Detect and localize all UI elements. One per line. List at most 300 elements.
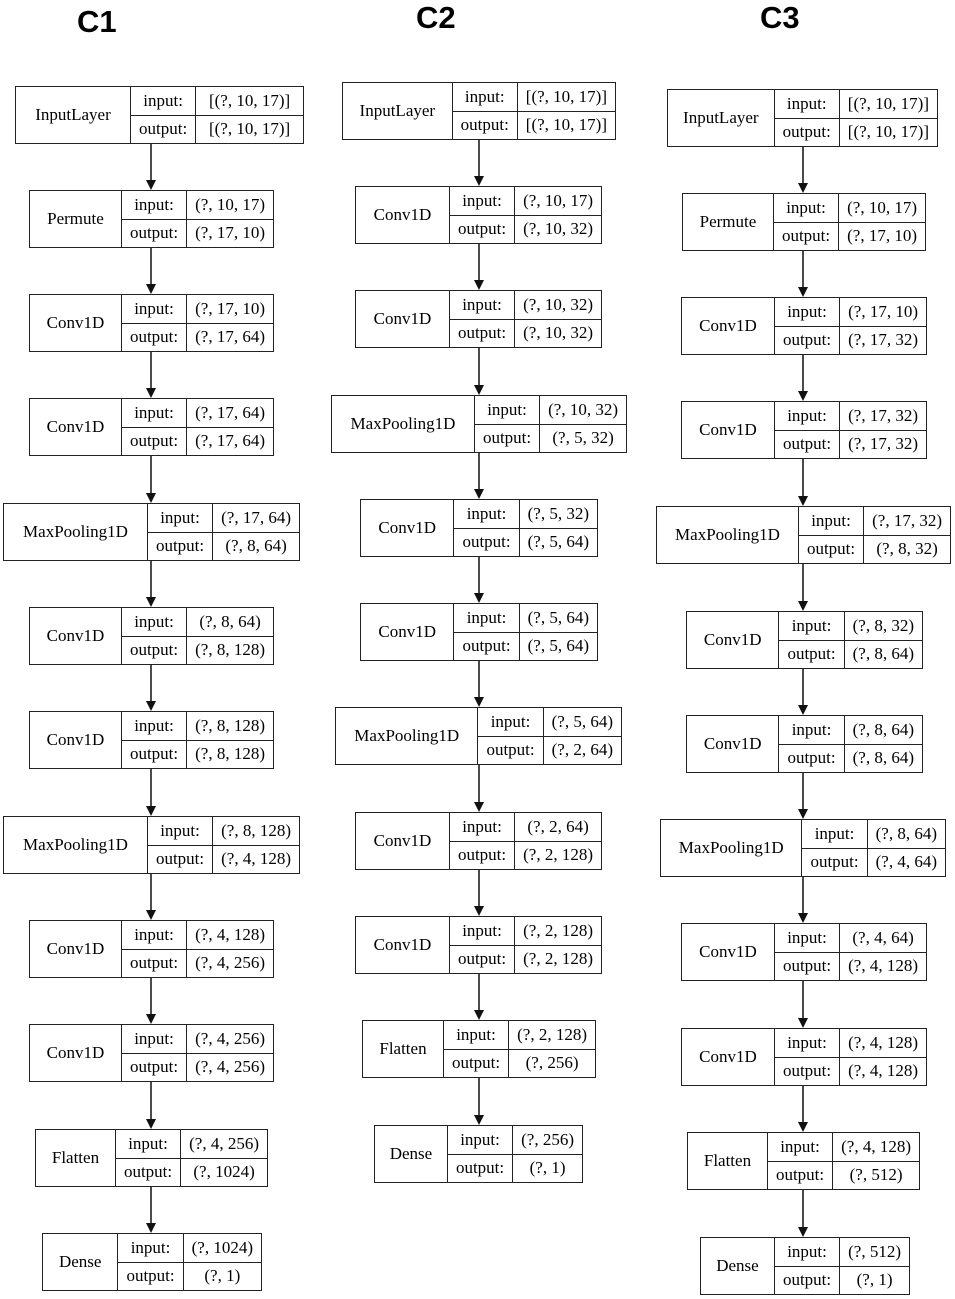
input-shape: (?, 17, 64) bbox=[213, 504, 299, 533]
arrow-head bbox=[474, 906, 484, 916]
io-shapes bbox=[187, 921, 273, 977]
layer-node-maxpooling1d bbox=[656, 506, 951, 564]
input-label: input: bbox=[450, 291, 514, 320]
layer-node-conv1d bbox=[29, 1024, 274, 1082]
layer-name: Conv1D bbox=[682, 402, 775, 458]
layer-node-dense bbox=[374, 1125, 583, 1183]
output-label: output: bbox=[129, 431, 179, 451]
layer-node-conv1d bbox=[681, 401, 927, 459]
io-labels bbox=[122, 921, 187, 977]
input-shape: (?, 8, 64) bbox=[868, 820, 945, 849]
arrow-head bbox=[474, 280, 484, 290]
io-labels bbox=[775, 1029, 840, 1085]
layer-node-inputlayer bbox=[667, 89, 938, 147]
layer-name: Conv1D bbox=[30, 712, 122, 768]
io-shapes bbox=[845, 612, 922, 668]
input-label: input: bbox=[122, 399, 186, 428]
output-label: output: bbox=[457, 845, 507, 865]
layer-name: InputLayer bbox=[668, 90, 775, 146]
layer-name: Conv1D bbox=[361, 500, 454, 556]
output-label: output: bbox=[460, 115, 509, 135]
input-label: input: bbox=[478, 708, 542, 737]
input-label: input: bbox=[775, 1238, 839, 1267]
arrow-head bbox=[474, 1115, 484, 1125]
arrow-head bbox=[146, 493, 156, 503]
layer-name: Permute bbox=[30, 191, 122, 247]
io-shapes bbox=[840, 90, 937, 146]
output-label: output: bbox=[457, 219, 507, 239]
output-shape: (?, 17, 32) bbox=[848, 330, 918, 350]
io-shapes bbox=[187, 191, 273, 247]
output-shape: (?, 17, 64) bbox=[195, 327, 265, 347]
input-shape: (?, 8, 32) bbox=[845, 612, 922, 641]
layer-node-conv1d bbox=[29, 920, 274, 978]
layer-node-conv1d bbox=[686, 611, 923, 669]
io-labels bbox=[444, 1021, 509, 1077]
layer-name: Conv1D bbox=[356, 187, 450, 243]
arrow-head bbox=[474, 1010, 484, 1020]
output-shape: (?, 8, 64) bbox=[225, 536, 287, 556]
input-shape: (?, 17, 64) bbox=[187, 399, 273, 428]
output-label: output: bbox=[129, 640, 179, 660]
arrow-head bbox=[474, 593, 484, 603]
io-shapes bbox=[520, 500, 597, 556]
layer-node-conv1d bbox=[681, 923, 927, 981]
input-label: input: bbox=[148, 817, 212, 846]
layer-name: Dense bbox=[701, 1238, 775, 1294]
layer-name: Conv1D bbox=[356, 917, 450, 973]
io-labels bbox=[475, 396, 540, 452]
output-label: output: bbox=[782, 122, 831, 142]
input-shape: (?, 2, 128) bbox=[509, 1021, 595, 1050]
input-shape: (?, 10, 17) bbox=[839, 194, 925, 223]
layer-node-conv1d bbox=[681, 1028, 927, 1086]
output-shape: (?, 10, 32) bbox=[523, 323, 593, 343]
output-label: output: bbox=[155, 536, 205, 556]
layer-node-maxpooling1d bbox=[3, 816, 300, 874]
output-label: output: bbox=[782, 434, 832, 454]
output-shape: (?, 4, 256) bbox=[195, 953, 265, 973]
io-labels bbox=[118, 1234, 183, 1290]
io-labels bbox=[122, 608, 187, 664]
output-shape: (?, 8, 32) bbox=[876, 539, 938, 559]
io-shapes bbox=[839, 194, 925, 250]
io-labels bbox=[122, 191, 187, 247]
output-shape: (?, 8, 64) bbox=[852, 644, 914, 664]
input-label: input: bbox=[450, 917, 514, 946]
input-shape: [(?, 10, 17)] bbox=[840, 90, 937, 119]
output-shape: (?, 8, 128) bbox=[195, 640, 265, 660]
output-shape: [(?, 10, 17)] bbox=[525, 115, 607, 135]
input-label: input: bbox=[779, 612, 843, 641]
input-label: input: bbox=[774, 194, 838, 223]
layer-name: Conv1D bbox=[30, 608, 122, 664]
arrow-head bbox=[146, 284, 156, 294]
layer-name: Dense bbox=[43, 1234, 118, 1290]
layer-node-inputlayer bbox=[342, 82, 616, 140]
input-label: input: bbox=[118, 1234, 182, 1263]
output-shape: [(?, 10, 17)] bbox=[847, 122, 929, 142]
output-shape: (?, 4, 64) bbox=[875, 852, 937, 872]
output-shape: (?, 512) bbox=[849, 1165, 903, 1185]
io-shapes bbox=[196, 87, 303, 143]
io-shapes bbox=[518, 83, 615, 139]
output-shape: (?, 10, 32) bbox=[523, 219, 593, 239]
io-labels bbox=[122, 399, 187, 455]
output-label: output: bbox=[782, 1270, 832, 1290]
io-labels bbox=[448, 1126, 513, 1182]
layer-name: MaxPooling1D bbox=[336, 708, 478, 764]
arrow-head bbox=[798, 1227, 808, 1237]
input-shape: (?, 4, 128) bbox=[833, 1133, 919, 1162]
input-shape: (?, 4, 128) bbox=[187, 921, 273, 950]
input-shape: (?, 8, 128) bbox=[187, 712, 273, 741]
output-shape: (?, 1024) bbox=[193, 1162, 255, 1182]
io-shapes bbox=[187, 295, 273, 351]
layer-node-conv1d bbox=[29, 711, 274, 769]
layer-name: Conv1D bbox=[682, 298, 775, 354]
layer-name: Conv1D bbox=[30, 921, 122, 977]
io-labels bbox=[131, 87, 196, 143]
input-label: input: bbox=[775, 1029, 839, 1058]
output-label: output: bbox=[486, 740, 535, 760]
layer-node-conv1d bbox=[355, 812, 602, 870]
input-label: input: bbox=[475, 396, 539, 425]
output-shape: (?, 8, 128) bbox=[195, 744, 265, 764]
io-labels bbox=[122, 295, 187, 351]
output-shape: (?, 2, 64) bbox=[551, 740, 613, 760]
input-shape: (?, 17, 10) bbox=[187, 295, 273, 324]
io-labels bbox=[774, 194, 839, 250]
output-shape: (?, 2, 128) bbox=[523, 949, 593, 969]
layer-node-maxpooling1d bbox=[335, 707, 622, 765]
output-label: output: bbox=[482, 428, 532, 448]
layer-name: MaxPooling1D bbox=[661, 820, 802, 876]
input-shape: (?, 256) bbox=[513, 1126, 582, 1155]
io-labels bbox=[450, 917, 515, 973]
io-labels bbox=[148, 817, 213, 873]
layer-name: MaxPooling1D bbox=[4, 817, 148, 873]
input-shape: (?, 1024) bbox=[184, 1234, 261, 1263]
output-shape: (?, 8, 64) bbox=[852, 748, 914, 768]
io-labels bbox=[122, 712, 187, 768]
io-labels bbox=[768, 1133, 833, 1189]
layer-node-maxpooling1d bbox=[3, 503, 300, 561]
input-shape: (?, 4, 64) bbox=[840, 924, 926, 953]
arrow-head bbox=[146, 1223, 156, 1233]
layer-node-permute bbox=[29, 190, 274, 248]
io-labels bbox=[450, 187, 515, 243]
input-shape: (?, 2, 64) bbox=[515, 813, 601, 842]
layer-name: Conv1D bbox=[687, 716, 779, 772]
input-shape: (?, 2, 128) bbox=[515, 917, 601, 946]
io-labels bbox=[775, 90, 840, 146]
io-labels bbox=[779, 612, 844, 668]
layer-name: Flatten bbox=[363, 1021, 444, 1077]
layer-node-conv1d bbox=[360, 603, 598, 661]
input-label: input: bbox=[122, 608, 186, 637]
input-label: input: bbox=[122, 712, 186, 741]
output-shape: (?, 17, 64) bbox=[195, 431, 265, 451]
io-labels bbox=[802, 820, 867, 876]
column-title-c2: C2 bbox=[416, 0, 456, 35]
layer-name: InputLayer bbox=[343, 83, 453, 139]
input-label: input: bbox=[131, 87, 195, 116]
layer-name: MaxPooling1D bbox=[332, 396, 475, 452]
layer-node-flatten bbox=[362, 1020, 596, 1078]
arrow-head bbox=[798, 391, 808, 401]
layer-node-conv1d bbox=[360, 499, 598, 557]
layer-node-permute bbox=[682, 193, 926, 251]
output-shape: (?, 5, 32) bbox=[552, 428, 614, 448]
layer-name: MaxPooling1D bbox=[657, 507, 799, 563]
input-label: input: bbox=[450, 187, 514, 216]
arrow-head bbox=[798, 601, 808, 611]
arrow-head bbox=[146, 701, 156, 711]
output-label: output: bbox=[810, 852, 859, 872]
output-label: output: bbox=[787, 748, 836, 768]
layer-name: Conv1D bbox=[687, 612, 779, 668]
io-labels bbox=[779, 716, 844, 772]
layer-node-flatten bbox=[35, 1129, 268, 1187]
layer-name: Conv1D bbox=[361, 604, 454, 660]
arrow-head bbox=[474, 385, 484, 395]
io-labels bbox=[450, 813, 515, 869]
layer-name: Conv1D bbox=[30, 399, 122, 455]
output-shape: (?, 4, 128) bbox=[848, 1061, 918, 1081]
io-shapes bbox=[544, 708, 621, 764]
output-shape: (?, 1) bbox=[856, 1270, 893, 1290]
layer-name: Conv1D bbox=[30, 295, 122, 351]
input-shape: [(?, 10, 17)] bbox=[196, 87, 303, 116]
io-shapes bbox=[515, 813, 601, 869]
layer-node-conv1d bbox=[686, 715, 923, 773]
input-shape: (?, 5, 64) bbox=[520, 604, 597, 633]
output-label: output: bbox=[126, 1266, 175, 1286]
io-labels bbox=[450, 291, 515, 347]
input-shape: (?, 4, 256) bbox=[181, 1130, 267, 1159]
layer-name: Flatten bbox=[36, 1130, 116, 1186]
io-shapes bbox=[213, 504, 299, 560]
io-shapes bbox=[840, 402, 926, 458]
input-label: input: bbox=[454, 500, 518, 529]
output-shape: (?, 4, 128) bbox=[221, 849, 291, 869]
io-labels bbox=[122, 1025, 187, 1081]
io-labels bbox=[775, 1238, 840, 1294]
output-shape: (?, 4, 128) bbox=[848, 956, 918, 976]
input-label: input: bbox=[775, 298, 839, 327]
output-label: output: bbox=[129, 1057, 179, 1077]
layer-node-maxpooling1d bbox=[331, 395, 627, 453]
io-labels bbox=[775, 402, 840, 458]
arrow-head bbox=[146, 388, 156, 398]
output-label: output: bbox=[782, 956, 832, 976]
output-shape: (?, 17, 10) bbox=[847, 226, 917, 246]
io-labels bbox=[799, 507, 864, 563]
arrow-head bbox=[798, 809, 808, 819]
column-title-c1: C1 bbox=[77, 4, 117, 39]
output-label: output: bbox=[155, 849, 205, 869]
input-shape: (?, 5, 64) bbox=[544, 708, 621, 737]
input-label: input: bbox=[444, 1021, 508, 1050]
io-shapes bbox=[840, 924, 926, 980]
io-labels bbox=[453, 83, 518, 139]
output-label: output: bbox=[787, 644, 836, 664]
arrow-head bbox=[146, 910, 156, 920]
io-shapes bbox=[181, 1130, 267, 1186]
layer-node-conv1d bbox=[355, 290, 602, 348]
input-shape: (?, 8, 64) bbox=[187, 608, 273, 637]
input-shape: (?, 10, 32) bbox=[540, 396, 626, 425]
input-label: input: bbox=[448, 1126, 512, 1155]
output-label: output: bbox=[129, 223, 179, 243]
input-label: input: bbox=[802, 820, 866, 849]
input-label: input: bbox=[454, 604, 518, 633]
io-shapes bbox=[187, 1025, 273, 1081]
input-shape: (?, 17, 10) bbox=[840, 298, 926, 327]
io-labels bbox=[775, 298, 840, 354]
arrow-head bbox=[798, 496, 808, 506]
layer-node-inputlayer bbox=[15, 86, 304, 144]
input-shape: (?, 8, 64) bbox=[845, 716, 922, 745]
output-label: output: bbox=[782, 330, 832, 350]
output-label: output: bbox=[451, 1053, 501, 1073]
layer-name: Conv1D bbox=[682, 924, 775, 980]
arrow-head bbox=[798, 287, 808, 297]
arrow-head bbox=[798, 1018, 808, 1028]
io-shapes bbox=[515, 917, 601, 973]
output-label: output: bbox=[462, 636, 511, 656]
output-label: output: bbox=[129, 327, 179, 347]
layer-node-conv1d bbox=[29, 398, 274, 456]
layer-node-conv1d bbox=[29, 294, 274, 352]
input-label: input: bbox=[122, 921, 186, 950]
input-shape: (?, 10, 17) bbox=[187, 191, 273, 220]
io-shapes bbox=[520, 604, 597, 660]
io-shapes bbox=[833, 1133, 919, 1189]
input-shape: (?, 4, 256) bbox=[187, 1025, 273, 1054]
input-label: input: bbox=[122, 1025, 186, 1054]
input-label: input: bbox=[779, 716, 843, 745]
io-shapes bbox=[840, 1238, 909, 1294]
layer-node-flatten bbox=[687, 1132, 920, 1190]
io-shapes bbox=[864, 507, 950, 563]
input-label: input: bbox=[122, 295, 186, 324]
output-label: output: bbox=[455, 1158, 505, 1178]
output-shape: (?, 2, 128) bbox=[523, 845, 593, 865]
input-label: input: bbox=[453, 83, 517, 112]
arrow-head bbox=[474, 697, 484, 707]
input-label: input: bbox=[116, 1130, 180, 1159]
output-shape: (?, 1) bbox=[204, 1266, 241, 1286]
layer-name: Conv1D bbox=[30, 1025, 122, 1081]
io-shapes bbox=[515, 291, 601, 347]
io-shapes bbox=[187, 399, 273, 455]
input-label: input: bbox=[122, 191, 186, 220]
input-shape: (?, 17, 32) bbox=[840, 402, 926, 431]
io-labels bbox=[775, 924, 840, 980]
io-shapes bbox=[845, 716, 922, 772]
io-labels bbox=[116, 1130, 181, 1186]
input-shape: (?, 512) bbox=[840, 1238, 909, 1267]
output-label: output: bbox=[775, 1165, 825, 1185]
layer-node-conv1d bbox=[681, 297, 927, 355]
io-labels bbox=[454, 604, 519, 660]
output-shape: (?, 4, 256) bbox=[195, 1057, 265, 1077]
input-shape: (?, 10, 17) bbox=[515, 187, 601, 216]
arrow-head bbox=[146, 1014, 156, 1024]
arrow-head bbox=[146, 180, 156, 190]
layer-name: Conv1D bbox=[682, 1029, 775, 1085]
output-label: output: bbox=[139, 119, 188, 139]
output-label: output: bbox=[123, 1162, 173, 1182]
output-shape: (?, 17, 32) bbox=[848, 434, 918, 454]
arrow-head bbox=[798, 913, 808, 923]
output-shape: (?, 5, 64) bbox=[527, 532, 589, 552]
arrow-head bbox=[146, 1119, 156, 1129]
input-shape: (?, 4, 128) bbox=[840, 1029, 926, 1058]
io-shapes bbox=[509, 1021, 595, 1077]
layer-node-conv1d bbox=[29, 607, 274, 665]
io-shapes bbox=[187, 608, 273, 664]
column-title-c3: C3 bbox=[760, 0, 800, 35]
io-shapes bbox=[515, 187, 601, 243]
layer-name: MaxPooling1D bbox=[4, 504, 148, 560]
output-label: output: bbox=[457, 323, 507, 343]
io-shapes bbox=[868, 820, 945, 876]
io-shapes bbox=[513, 1126, 582, 1182]
layer-node-dense bbox=[42, 1233, 262, 1291]
output-label: output: bbox=[462, 532, 511, 552]
layer-node-dense bbox=[700, 1237, 910, 1295]
layer-name: InputLayer bbox=[16, 87, 131, 143]
input-shape: (?, 10, 32) bbox=[515, 291, 601, 320]
input-label: input: bbox=[799, 507, 863, 536]
io-shapes bbox=[840, 298, 926, 354]
layer-name: Conv1D bbox=[356, 813, 450, 869]
arrow-head bbox=[146, 806, 156, 816]
io-labels bbox=[148, 504, 213, 560]
input-label: input: bbox=[450, 813, 514, 842]
layer-name: Conv1D bbox=[356, 291, 450, 347]
input-label: input: bbox=[775, 90, 839, 119]
output-shape: (?, 17, 10) bbox=[195, 223, 265, 243]
layer-node-conv1d bbox=[355, 186, 602, 244]
io-labels bbox=[454, 500, 519, 556]
output-shape: (?, 5, 64) bbox=[527, 636, 589, 656]
output-label: output: bbox=[457, 949, 507, 969]
input-shape: (?, 5, 32) bbox=[520, 500, 597, 529]
layer-node-maxpooling1d bbox=[660, 819, 946, 877]
io-shapes bbox=[213, 817, 299, 873]
output-label: output: bbox=[129, 953, 179, 973]
input-label: input: bbox=[148, 504, 212, 533]
input-shape: [(?, 10, 17)] bbox=[518, 83, 615, 112]
input-label: input: bbox=[775, 402, 839, 431]
output-label: output: bbox=[806, 539, 856, 559]
input-label: input: bbox=[775, 924, 839, 953]
layer-name: Flatten bbox=[688, 1133, 768, 1189]
output-shape: (?, 256) bbox=[525, 1053, 579, 1073]
input-shape: (?, 8, 128) bbox=[213, 817, 299, 846]
io-shapes bbox=[840, 1029, 926, 1085]
output-label: output: bbox=[781, 226, 831, 246]
io-shapes bbox=[540, 396, 626, 452]
input-label: input: bbox=[768, 1133, 832, 1162]
layer-node-conv1d bbox=[355, 916, 602, 974]
output-label: output: bbox=[129, 744, 179, 764]
arrow-head bbox=[474, 489, 484, 499]
